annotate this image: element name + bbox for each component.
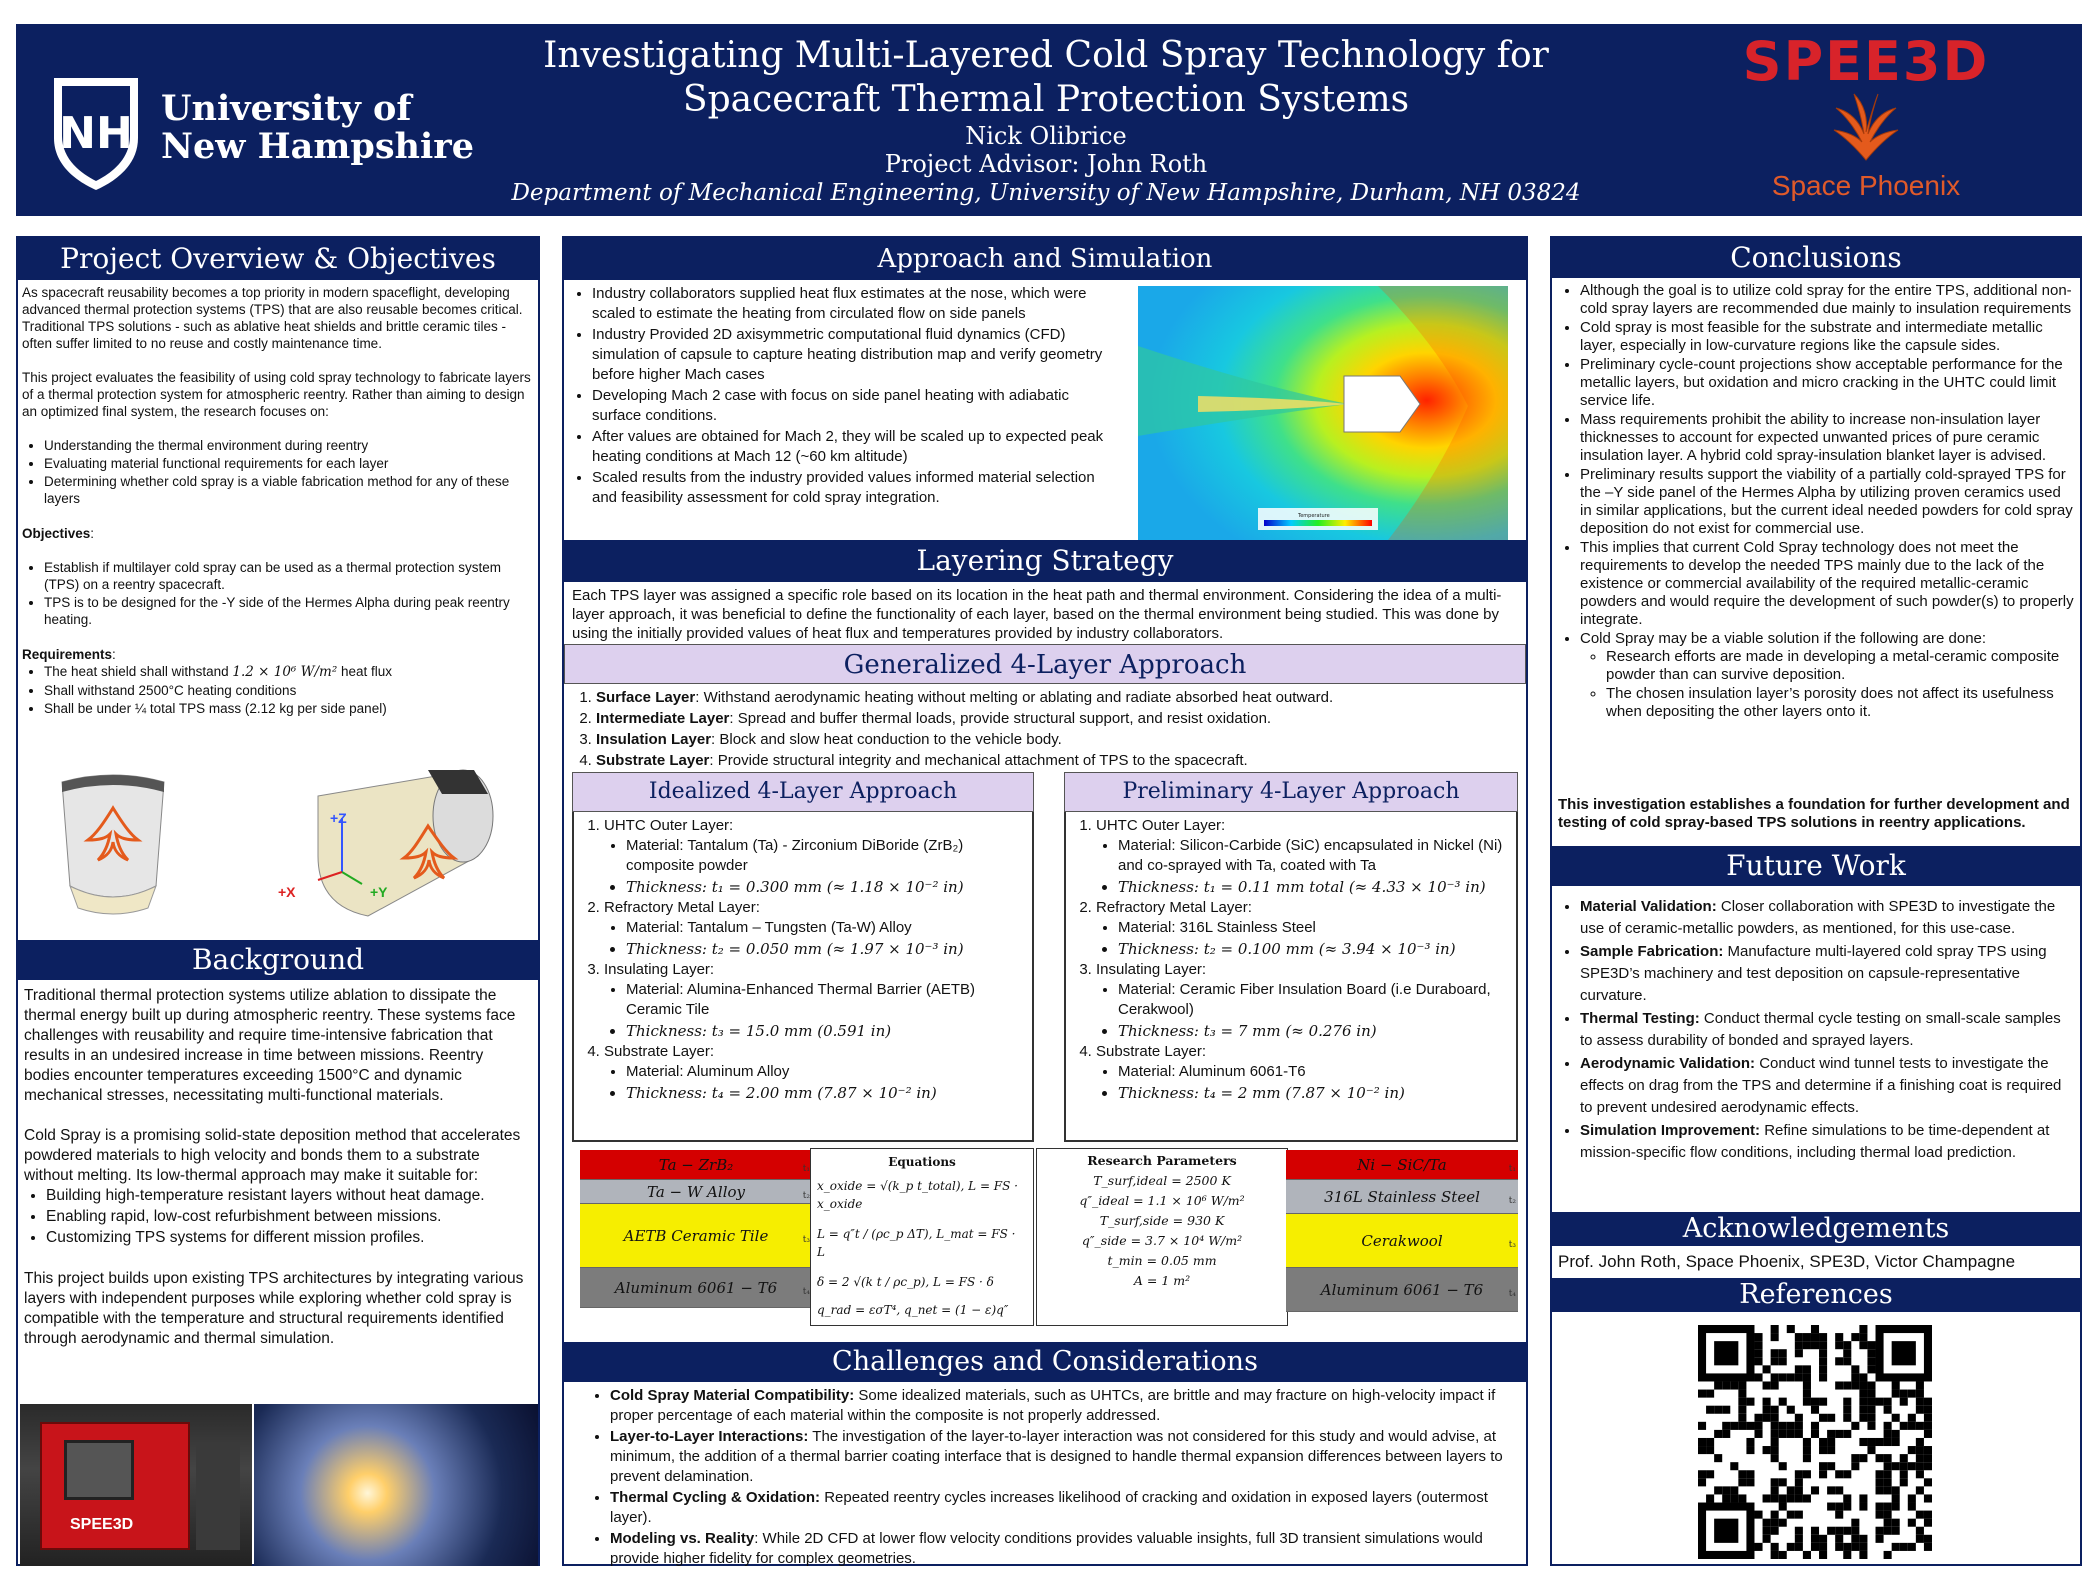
list-item: • Simulation Improvement: Refine simulations to be time-dependent at mission-specific flow conditions, including thermal load prediction.	[1580, 1120, 2074, 1164]
preliminary-layer-stack	[1286, 1150, 1518, 1312]
left-column	[16, 236, 540, 1566]
list-item: • After values are obtained for Mach 2, they will be scaled up to expected peak heating conditions at Mach 12 (~60 km altitude)	[592, 427, 1120, 467]
future-work-body	[1558, 896, 2074, 1165]
list-item: • Industry collaborators supplied heat flux estimates at the nose, which were scaled to estimate the heating from circulated flow on side panels	[592, 284, 1120, 324]
list-item: 4. Substrate Layer: • Material: Aluminum Alloy • Thickness: t₄ = 2.00 mm (7.87 × 10⁻² in)	[604, 1042, 1024, 1103]
list-item: • Thickness: t₂ = 0.050 mm (≈ 1.97 × 10⁻³ in)	[626, 939, 1024, 959]
parameter-line: t_min = 0.05 mm	[1107, 1253, 1217, 1268]
author-name: Nick Olibrice	[965, 122, 1127, 150]
requirements-list	[22, 663, 532, 717]
conclusions-heading: Conclusions	[1552, 238, 2080, 278]
list-item: • Material Validation: Closer collaboration with SPE3D to investigate the use of ceramic-metallic powders, as mentioned, for this use-case.	[1580, 896, 2074, 940]
overview-body: As spacecraft reusability becomes a top priority in modern spaceflight, developing advanced thermal protection systems (TPS) that are also reusable becomes critical. Traditional TPS solutions - such as ablative heat shields and brittle ceramic tiles - often suffer limited to no reuse and costly maintenance time. This project evaluates the feasibility of using cold spray technology to fabricate layers of a thermal protection system for atmospheric reentry. Rather than aiming to design an optimized final system, the research focuses on: • Understanding the thermal environment during reentry • Evaluating material functional requirements for each layer • Determining whether cold spray is a viable fabrication method for any of these layers Objectives: • Establish if multilayer cold spray can be used as a thermal protection system (TPS) on a reentry spacecraft. • TPS is to be designed for the -Y side of the Hermes Alpha during peak reentry heating. Requirements: • The heat shield shall withstand 1.2 × 10⁶ W/m² heat flux • Shall withstand 2500°C heating conditions • Shall be under ¼ total TPS mass (2.12 kg per side panel)	[22, 284, 532, 718]
background-paragraph-3: This project builds upon existing TPS architectures by integrating various layers with independent purposes while exploring whether cold spray is compatible with the temperature and structural requirements identified through aerodynamic and thermal simulation.	[24, 1270, 524, 1347]
list-item: • The heat shield shall withstand 1.2 × 10⁶ W/m² heat flux	[44, 663, 532, 681]
title-block	[476, 34, 1616, 208]
list-item: • Mass requirements prohibit the ability to increase non-insulation layer thicknesses to account for expected unwanted prices of pure ceramic insulation layer. A hybrid cold spray-insulation blanket layer is advised.	[1580, 411, 2074, 465]
svg-text:NH: NH	[59, 108, 133, 159]
list-item: • Layer-to-Layer Interactions: The investigation of the layer-to-layer interaction was not considered for this study and would advise, at minimum, the addition of a thermal barrier coating interface that is designed to handle thermal expansion differences between layers to prevent delamination.	[610, 1427, 1518, 1487]
equations-box	[810, 1148, 1034, 1326]
stack-layer-2: Ta − W Alloy t₂	[580, 1180, 812, 1204]
stack-layer-1: Ni − SiC/Ta t₁	[1286, 1150, 1518, 1180]
parameter-line: T_surf,ideal = 2500 K	[1093, 1173, 1231, 1188]
acknowledgements-heading: Acknowledgements	[1552, 1212, 2080, 1246]
background-paragraph-1: Traditional thermal protection systems utilize ablation to dissipate the thermal energy built up during atmospheric reentry. These systems face challenges with reusability and require time-intensive fabrication that results in an undesired increase in time between missions. Reentry bodies encounter temperatures exceeding 1500°C and dynamic mechanical stresses, necessitating multi-functional materials.	[24, 987, 516, 1104]
list-item: • Thickness: t₁ = 0.300 mm (≈ 1.18 × 10⁻² in)	[626, 877, 1024, 897]
list-item: • Thickness: t₂ = 0.100 mm (≈ 3.94 × 10⁻³ in)	[1118, 939, 1508, 959]
list-item: • Developing Mach 2 case with focus on side panel heating with adiabatic surface conditions.	[592, 386, 1120, 426]
list-item: • Material: Alumina-Enhanced Thermal Barrier (AETB) Ceramic Tile	[626, 980, 1024, 1020]
poster-title-line2: Spacecraft Thermal Protection Systems	[682, 79, 1410, 120]
list-item: 3. Insulation Layer: Block and slow heat conduction to the vehicle body.	[596, 730, 1514, 750]
list-item: • Material: Tantalum – Tungsten (Ta-W) Alloy	[626, 918, 1024, 938]
requirements-label: Requirements	[22, 647, 113, 662]
list-item: • Understanding the thermal environment during reentry	[44, 437, 532, 454]
background-body	[24, 986, 532, 1349]
challenges-heading: Challenges and Considerations	[564, 1342, 1526, 1382]
list-item: • Determining whether cold spray is a viable fabrication method for any of these layers	[44, 473, 532, 507]
stack-layer-3: AETB Ceramic Tile t₃	[580, 1204, 812, 1268]
list-item: • Thermal Testing: Conduct thermal cycle testing on small-scale samples to assess durability of bonded and sprayed layers.	[1580, 1008, 2074, 1052]
list-item: • Building high-temperature resistant layers without heat damage.	[46, 1186, 532, 1206]
list-item: • Modeling vs. Reality: While 2D CFD at lower flow velocity conditions provides valuable insights, full 3D transient simulations would provide higher fidelity for complex geometries.	[610, 1529, 1518, 1569]
list-item: 4. Substrate Layer: Provide structural integrity and mechanical attachment of TPS to the spacecraft.	[596, 751, 1514, 771]
parameter-line: q″_ideal = 1.1 × 10⁶ W/m²	[1079, 1193, 1245, 1208]
parameter-line: A = 1 m²	[1133, 1273, 1191, 1288]
spee3d-machine-photo	[20, 1404, 252, 1566]
colorbar-label: Temperature	[1298, 513, 1330, 519]
idealized-layers	[572, 812, 1034, 1142]
poster-title-line1: Investigating Multi-Layered Cold Spray Technology for	[543, 35, 1549, 76]
stack-layer-4: Aluminum 6061 − T6 t₄	[580, 1268, 812, 1308]
parameter-line: T_surf,side = 930 K	[1099, 1213, 1225, 1228]
references-heading: References	[1552, 1278, 2080, 1312]
equation-line: δ = 2 √(k t / ρc_p), L = FS · δ	[817, 1275, 994, 1289]
machine-label: SPEE3D	[70, 1516, 134, 1533]
list-item: • Aerodynamic Validation: Conduct wind tunnel tests to investigate the effects on drag from the TPS and determine if a finishing coat is required to prevent undesired aerodynamic effects.	[1580, 1053, 2074, 1119]
list-item: 2. Intermediate Layer: Spread and buffer thermal loads, provide structural support, and resist oxidation.	[596, 709, 1514, 729]
conclusions-body	[1558, 282, 2074, 722]
idealized-layer-stack	[580, 1150, 812, 1308]
list-item: • Shall withstand 2500°C heating conditions	[44, 682, 532, 699]
list-item: • TPS is to be designed for the -Y side of the Hermes Alpha during peak reentry heating.	[44, 594, 532, 628]
list-item: 2. Refractory Metal Layer: • Material: Tantalum – Tungsten (Ta-W) Alloy • Thickness: t₂ = 0.050 mm (≈ 1.97 × 10⁻³ in)	[604, 898, 1024, 959]
challenges-body	[588, 1386, 1518, 1570]
list-item: • Scaled results from the industry provided values informed material selection and feasibility assessment for cold spray integration.	[592, 468, 1120, 508]
parameters-title: Research Parameters	[1087, 1153, 1237, 1168]
phoenix-icon	[1826, 90, 1906, 166]
objectives-list	[22, 559, 532, 628]
equations-title: Equations	[888, 1155, 956, 1169]
list-item: • Material: Tantalum (Ta) - Zirconium DiBoride (ZrB₂) composite powder	[626, 836, 1024, 876]
list-item: • This implies that current Cold Spray technology does not meet the requirements to develop the needed TPS mainly due to the lack of the existence or commercial availability of the required metallic-ceramic powders and would require the development of such powder(s) to properly integrate.	[1580, 539, 2074, 629]
list-item: ◦ The chosen insulation layer’s porosity does not affect its usefulness when depositing the other layers onto it.	[1606, 685, 2074, 721]
list-item: • Preliminary cycle-count projections show acceptable performance for the metallic layers, but oxidation and micro cracking in the UHTC could limit service life.	[1580, 356, 2074, 410]
preliminary-heading: Preliminary 4-Layer Approach	[1064, 772, 1518, 812]
list-item: • Material: Silicon-Carbide (SiC) encapsulated in Nickel (Ni) and co-sprayed with Ta, coated with Ta	[1118, 836, 1508, 876]
background-paragraph-2: Cold Spray is a promising solid-state deposition method that accelerates powdered materials to high velocity and bonds them to a substrate without melting. Its low-thermal approach may make it suitable for:	[24, 1127, 521, 1184]
overview-paragraph-1: As spacecraft reusability becomes a top priority in modern spaceflight, developing advanced thermal protection systems (TPS) that are also reusable becomes critical. Traditional TPS solutions - such as ablative heat shields and brittle ceramic tiles - often suffer limited to no reuse and costly maintenance time.	[22, 285, 523, 351]
axis-label-z: +Z	[330, 810, 347, 826]
unh-shield-logo	[50, 74, 142, 194]
layering-heading: Layering Strategy	[564, 540, 1526, 582]
list-item: • Enabling rapid, low-cost refurbishment between missions.	[46, 1207, 532, 1227]
department: Department of Mechanical Engineering, University of New Hampshire, Durham, NH 03824	[511, 180, 1581, 206]
list-item: • Cold Spray Material Compatibility: Some idealized materials, such as UHTCs, are brittle and may fracture on high-velocity impact if proper percentage of each material within the composite is not properly addressed.	[610, 1386, 1518, 1426]
objectives-label: Objectives	[22, 526, 91, 541]
list-item: • Sample Fabrication: Manufacture multi-layered cold spray TPS using SPE3D’s machinery and test deposition on capsule-representative curvature.	[1580, 941, 2074, 1007]
background-heading: Background	[18, 940, 538, 980]
capsule-side-illustration	[278, 766, 518, 922]
stack-layer-3: Cerakwool t₃	[1286, 1214, 1518, 1268]
list-item: • Although the goal is to utilize cold spray for the entire TPS, additional non-cold spray layers are recommended due mainly to insulation requirements	[1580, 282, 2074, 318]
list-item: 4. Substrate Layer: • Material: Aluminum 6061-T6 • Thickness: t₄ = 2 mm (7.87 × 10⁻² in)	[1096, 1042, 1508, 1103]
axis-label-x: +X	[278, 884, 296, 900]
reentry-photo	[254, 1404, 538, 1566]
sponsor-logo	[1716, 30, 2016, 210]
middle-column	[562, 236, 1528, 1566]
capsule-front-illustration	[48, 768, 178, 918]
list-item: • Thickness: t₁ = 0.11 mm total (≈ 4.33 × 10⁻³ in)	[1118, 877, 1508, 897]
list-item: • Preliminary results support the viability of a partially cold-sprayed TPS for the –Y side panel of the Hermes Alpha by utilizing proven ceramics used in similar applications, but the current ideal needed powders for cold spray deposition do not exist for commercial use.	[1580, 466, 2074, 538]
list-item: • Material: Ceramic Fiber Insulation Board (i.e Duraboard, Cerakwool)	[1118, 980, 1508, 1020]
qr-code-icon[interactable]	[1698, 1322, 1932, 1562]
overview-paragraph-2: This project evaluates the feasibility of using cold spray technology to fabricate layers of a thermal protection system for atmospheric reentry. Rather than aiming to design an optimized final system, the research focuses on:	[22, 370, 531, 419]
equation-line: L = q″t / (ρc_p ΔT), L_mat = FS · L	[817, 1227, 1016, 1259]
cfd-temperature-contour	[1138, 286, 1508, 540]
list-item: 3. Insulating Layer: • Material: Alumina-Enhanced Thermal Barrier (AETB) Ceramic Tile • Thickness: t₃ = 15.0 mm (0.591 in)	[604, 960, 1024, 1041]
list-item: 1. UHTC Outer Layer: • Material: Silicon-Carbide (SiC) encapsulated in Nickel (Ni) and co-sprayed with Ta, coated with Ta • Thickness: t₁ = 0.11 mm total (≈ 4.33 × 10⁻³ in)	[1096, 816, 1508, 897]
future-work-heading: Future Work	[1552, 846, 2080, 886]
overview-heading: Project Overview & Objectives	[18, 238, 538, 280]
list-item: • Cold spray is most feasible for the substrate and intermediate metallic layer, especially in low-curvature regions like the capsule sides.	[1580, 319, 2074, 355]
spee3d-wordmark: SPEE3D	[1742, 30, 1990, 93]
generalized-heading: Generalized 4-Layer Approach	[564, 644, 1526, 684]
right-column	[1550, 236, 2082, 1566]
list-item: 2. Refractory Metal Layer: • Material: 316L Stainless Steel • Thickness: t₂ = 0.100 mm (≈ 3.94 × 10⁻³ in)	[1096, 898, 1508, 959]
approach-list	[570, 284, 1120, 508]
approach-body	[570, 284, 1120, 509]
list-item: • Thickness: t₃ = 15.0 mm (0.591 in)	[626, 1021, 1024, 1041]
machine-window	[64, 1440, 134, 1500]
list-item: • Customizing TPS systems for different mission profiles.	[46, 1228, 532, 1248]
research-parameters-box	[1036, 1148, 1288, 1326]
list-item: 1. UHTC Outer Layer: • Material: Tantalum (Ta) - Zirconium DiBoride (ZrB₂) composite powder • Thickness: t₁ = 0.300 mm (≈ 1.18 × 10⁻² in)	[604, 816, 1024, 897]
generalized-list	[574, 688, 1514, 772]
approach-heading: Approach and Simulation	[564, 238, 1526, 280]
equation-line: q_rad = εσT⁴, q_net = (1 − ε)q″	[817, 1303, 1009, 1317]
list-item: 1. Surface Layer: Withstand aerodynamic heating without melting or ablating and radiate absorbed heat outward.	[596, 688, 1514, 708]
list-item: • Thickness: t₄ = 2.00 mm (7.87 × 10⁻² in)	[626, 1083, 1024, 1103]
stack-layer-1: Ta − ZrB₂ t₁	[580, 1150, 812, 1180]
list-item: ◦ Research efforts are made in developing a metal-ceramic composite powder than can survive deposition.	[1606, 648, 2074, 684]
idealized-heading: Idealized 4-Layer Approach	[572, 772, 1034, 812]
list-item: • Material: Aluminum 6061-T6	[1118, 1062, 1508, 1082]
parameter-line: q″_side = 3.7 × 10⁴ W/m²	[1081, 1233, 1243, 1248]
poster-header	[16, 24, 2082, 216]
conclusion-statement: This investigation establishes a foundation for further development and testing of cold spray-based TPS solutions in reentry applications.	[1558, 796, 2070, 831]
space-phoenix-label: Space Phoenix	[1771, 170, 1961, 201]
acknowledgements-body: Prof. John Roth, Space Phoenix, SPE3D, Victor Champagne	[1558, 1252, 2016, 1271]
list-item: • Evaluating material functional requirements for each layer	[44, 455, 532, 472]
stack-layer-4: Aluminum 6061 − T6 t₄	[1286, 1268, 1518, 1312]
machine-side-unit	[196, 1444, 240, 1550]
cold-spray-uses-list	[24, 1186, 532, 1248]
list-item: • Industry Provided 2D axisymmetric computational fluid dynamics (CFD) simulation of capsule to capture heating distribution map and verify geometry before higher Mach cases	[592, 325, 1120, 385]
preliminary-layers	[1064, 812, 1518, 1142]
list-item: • Cold Spray may be a viable solution if the following are done: ◦ Research efforts are made in developing a metal-ceramic composite powder than can survive deposition. ◦ The chosen insulation layer’s porosity does not affect its usefulness when depositing the other layers onto it.	[1580, 630, 2074, 721]
project-advisor: Project Advisor: John Roth	[884, 150, 1208, 178]
list-item: • Shall be under ¼ total TPS mass (2.12 kg per side panel)	[44, 700, 532, 717]
list-item: • Thickness: t₃ = 7 mm (≈ 0.276 in)	[1118, 1021, 1508, 1041]
focus-list	[22, 437, 532, 507]
list-item: • Material: 316L Stainless Steel	[1118, 918, 1508, 938]
stack-layer-2: 316L Stainless Steel t₂	[1286, 1180, 1518, 1214]
axis-label-y: +Y	[370, 884, 388, 900]
list-item: • Material: Aluminum Alloy	[626, 1062, 1024, 1082]
equation-line: x_oxide = √(k_p t_total), L = FS · x_oxide	[817, 1179, 1018, 1211]
list-item: • Thermal Cycling & Oxidation: Repeated reentry cycles increases likelihood of cracking and oxidation in exposed layers (outermost layer).	[610, 1488, 1518, 1528]
list-item: 3. Insulating Layer: • Material: Ceramic Fiber Insulation Board (i.e Duraboard, Cerakwool) • Thickness: t₃ = 7 mm (≈ 0.276 in)	[1096, 960, 1508, 1041]
university-name: University of New Hampshire	[161, 88, 474, 167]
list-item: • Thickness: t₄ = 2 mm (7.87 × 10⁻² in)	[1118, 1083, 1508, 1103]
list-item: • Establish if multilayer cold spray can be used as a thermal protection system (TPS) on a reentry spacecraft.	[44, 559, 532, 593]
layering-body: Each TPS layer was assigned a specific role based on its location in the heat path and thermal environment. Considering the idea of a multi-layer approach, it was beneficial to define the functionality of each layer, based on the thermal environment being studied. This was done by using the initially provided values of heat flux and temperatures provided by industry collaborators.	[572, 587, 1502, 642]
